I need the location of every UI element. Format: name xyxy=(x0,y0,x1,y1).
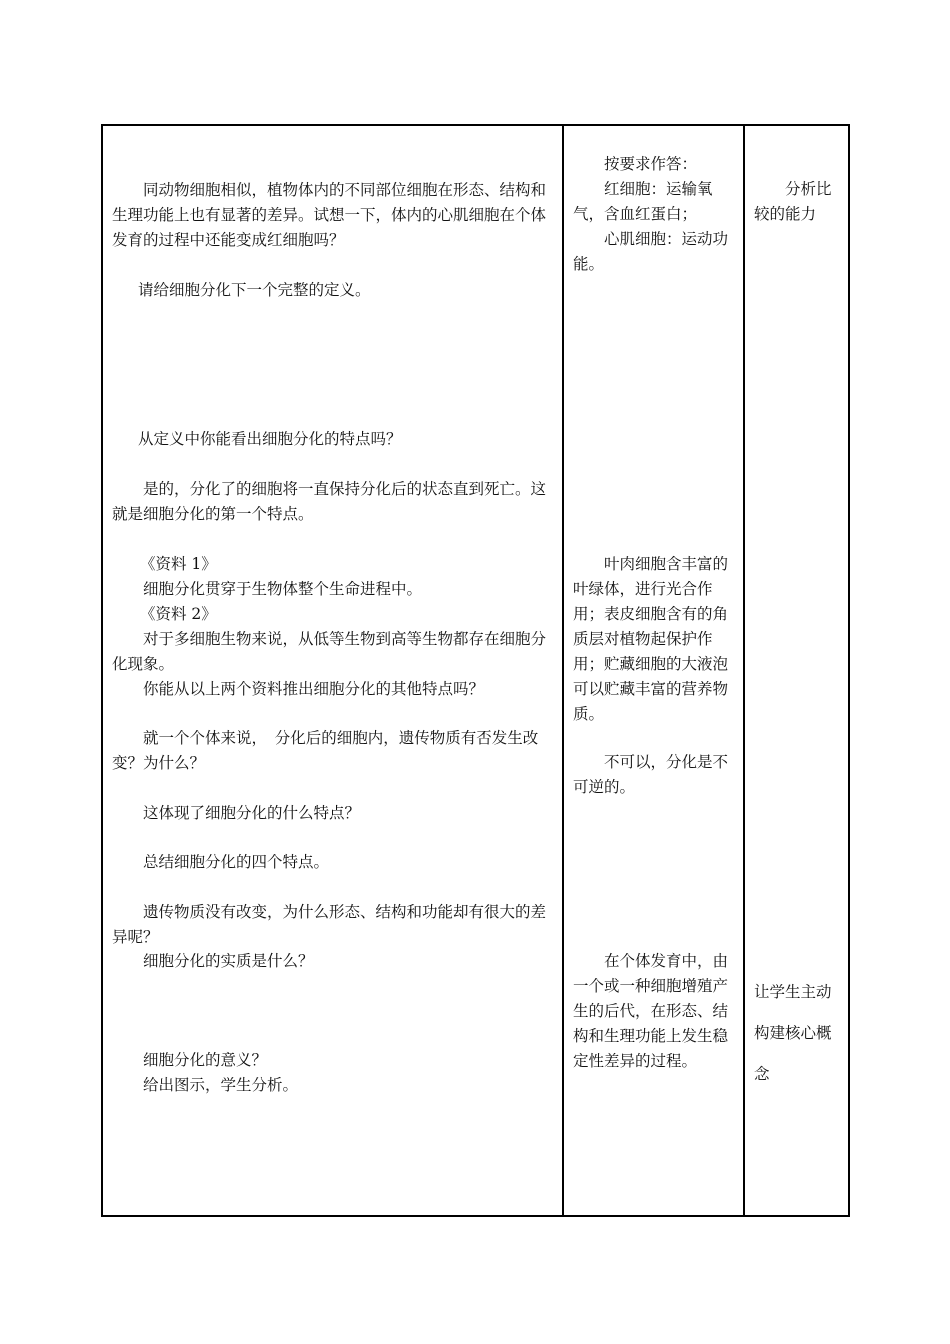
paragraph: 细胞分化的意义？ xyxy=(143,1051,268,1069)
paragraph: 细胞分化的实质是什么？ xyxy=(143,952,314,970)
lesson-table xyxy=(101,124,850,1217)
answer-text: 红细胞：运输氧气，含血红蛋白； xyxy=(573,180,713,223)
paragraph: 同动物细胞相似，植物体内的不同部位细胞在形态、结构和生理功能上也有显著的差异。试想一下，体内的心肌细胞在个体发育的过程中还能变成红细胞吗？ xyxy=(112,181,547,249)
teacher-activity-column xyxy=(103,126,562,1215)
student-activity-column xyxy=(564,126,743,1215)
paragraph: 从定义中你能看出细胞分化的特点吗？ xyxy=(138,430,402,448)
paragraph: 就一个个体来说， 分化后的细胞内，遗传物质有否发生改变？为什么？ xyxy=(112,729,539,772)
paragraph: 细胞分化贯穿于生物体整个生命进程中。 xyxy=(143,580,423,598)
answer-text: 在个体发育中，由一个或一种细胞增殖产生的后代，在形态、结构和生理功能上发生稳定性差异的过程。 xyxy=(573,952,729,1070)
paragraph: 总结细胞分化的四个特点。 xyxy=(143,853,330,871)
paragraph: 给出图示，学生分析。 xyxy=(143,1076,299,1094)
answer-text: 不可以，分化是不可逆的。 xyxy=(573,753,729,796)
design-intent-column xyxy=(745,126,850,1215)
paragraph: 《资料 1》 xyxy=(140,555,217,573)
intent-text: 分析比较的能力 xyxy=(754,180,832,223)
paragraph: 这体现了细胞分化的什么特点？ xyxy=(143,804,361,822)
paragraph: 遗传物质没有改变，为什么形态、结构和功能却有很大的差异呢？ xyxy=(112,903,547,946)
paragraph: 请给细胞分化下一个完整的定义。 xyxy=(138,281,371,299)
paragraph: 你能从以上两个资料推出细胞分化的其他特点吗？ xyxy=(143,680,485,698)
answer-text: 心肌细胞：运动功能。 xyxy=(573,230,729,273)
intent-text: 让学生主动构建核心概念 xyxy=(754,983,832,1083)
answer-text: 叶肉细胞含丰富的叶绿体，进行光合作用；表皮细胞含有的角质层对植物起保护作用；贮藏细胞的大液泡可以贮藏丰富的营养物质。 xyxy=(573,555,729,723)
paragraph: 是的，分化了的细胞将一直保持分化后的状态直到死亡。这就是细胞分化的第一个特点。 xyxy=(112,480,547,523)
paragraph: 对于多细胞生物来说，从低等生物到高等生物都存在细胞分化现象。 xyxy=(112,630,547,673)
answer-text: 按要求作答： xyxy=(604,155,698,173)
paragraph: 《资料 2》 xyxy=(140,605,217,623)
